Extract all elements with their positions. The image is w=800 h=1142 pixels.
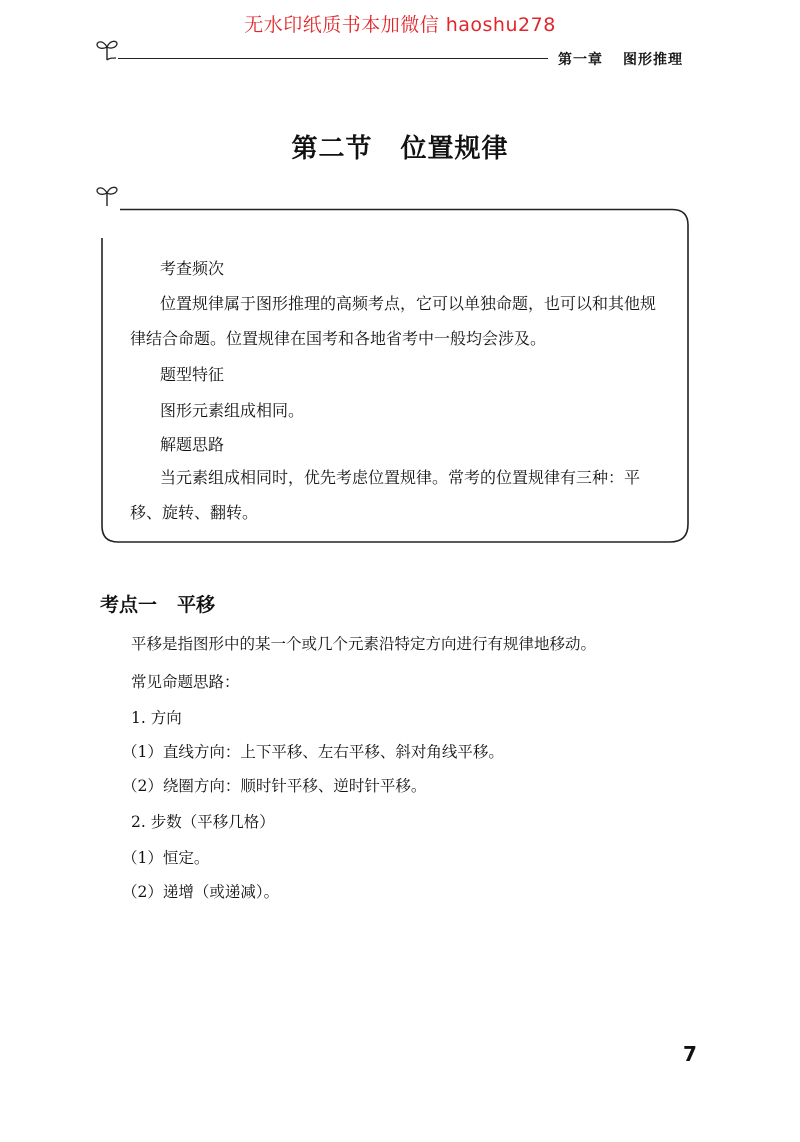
topic-definition: 平移是指图形中的某一个或几个元素沿特定方向进行有规律地移动。 — [131, 635, 597, 653]
topic-title — [100, 590, 215, 617]
section-number: 第二节 — [291, 134, 373, 164]
list-item: 2. 步数（平移几格） — [131, 813, 275, 831]
watermark-text: 无水印纸质书本加微信 haoshu278 — [244, 14, 556, 36]
list-item: （2）绕圈方向：顺时针平移、逆时针平移。 — [122, 777, 427, 795]
approach-text: 当元素组成相同时，优先考虑位置规律。常考的位置规律有三种：平移、旋转、翻转。 — [130, 468, 641, 522]
list-item: 1. 方向 — [131, 709, 182, 727]
topic-number: 考点一 — [100, 594, 158, 616]
approach-heading: 解题思路 — [160, 435, 225, 454]
topic-name: 平移 — [177, 594, 216, 616]
feature-text: 图形元素组成相同。 — [160, 401, 305, 420]
header-rule — [118, 58, 548, 59]
chapter-number: 第一章 — [558, 52, 603, 68]
topic-intro: 常见命题思路： — [131, 673, 240, 691]
frequency-heading: 考查频次 — [160, 259, 225, 278]
feature-heading: 题型特征 — [160, 365, 225, 384]
running-header — [558, 49, 683, 69]
list-item: （1）直线方向：上下平移、左右平移、斜对角线平移。 — [122, 743, 504, 761]
section-name: 位置规律 — [400, 134, 509, 164]
chapter-title: 图形推理 — [623, 52, 683, 68]
page-number: 7 — [683, 1042, 697, 1066]
list-item: （2）递增（或递减）。 — [122, 883, 280, 901]
sprout-icon — [94, 182, 120, 208]
frequency-text: 位置规律属于图形推理的高频考点，它可以单独命题，也可以和其他规律结合命题。位置规律在国考和各地省考中一般均会涉及。 — [130, 294, 657, 348]
list-item: （1）恒定。 — [122, 849, 210, 867]
section-title — [0, 128, 800, 165]
sprout-icon — [94, 36, 120, 62]
